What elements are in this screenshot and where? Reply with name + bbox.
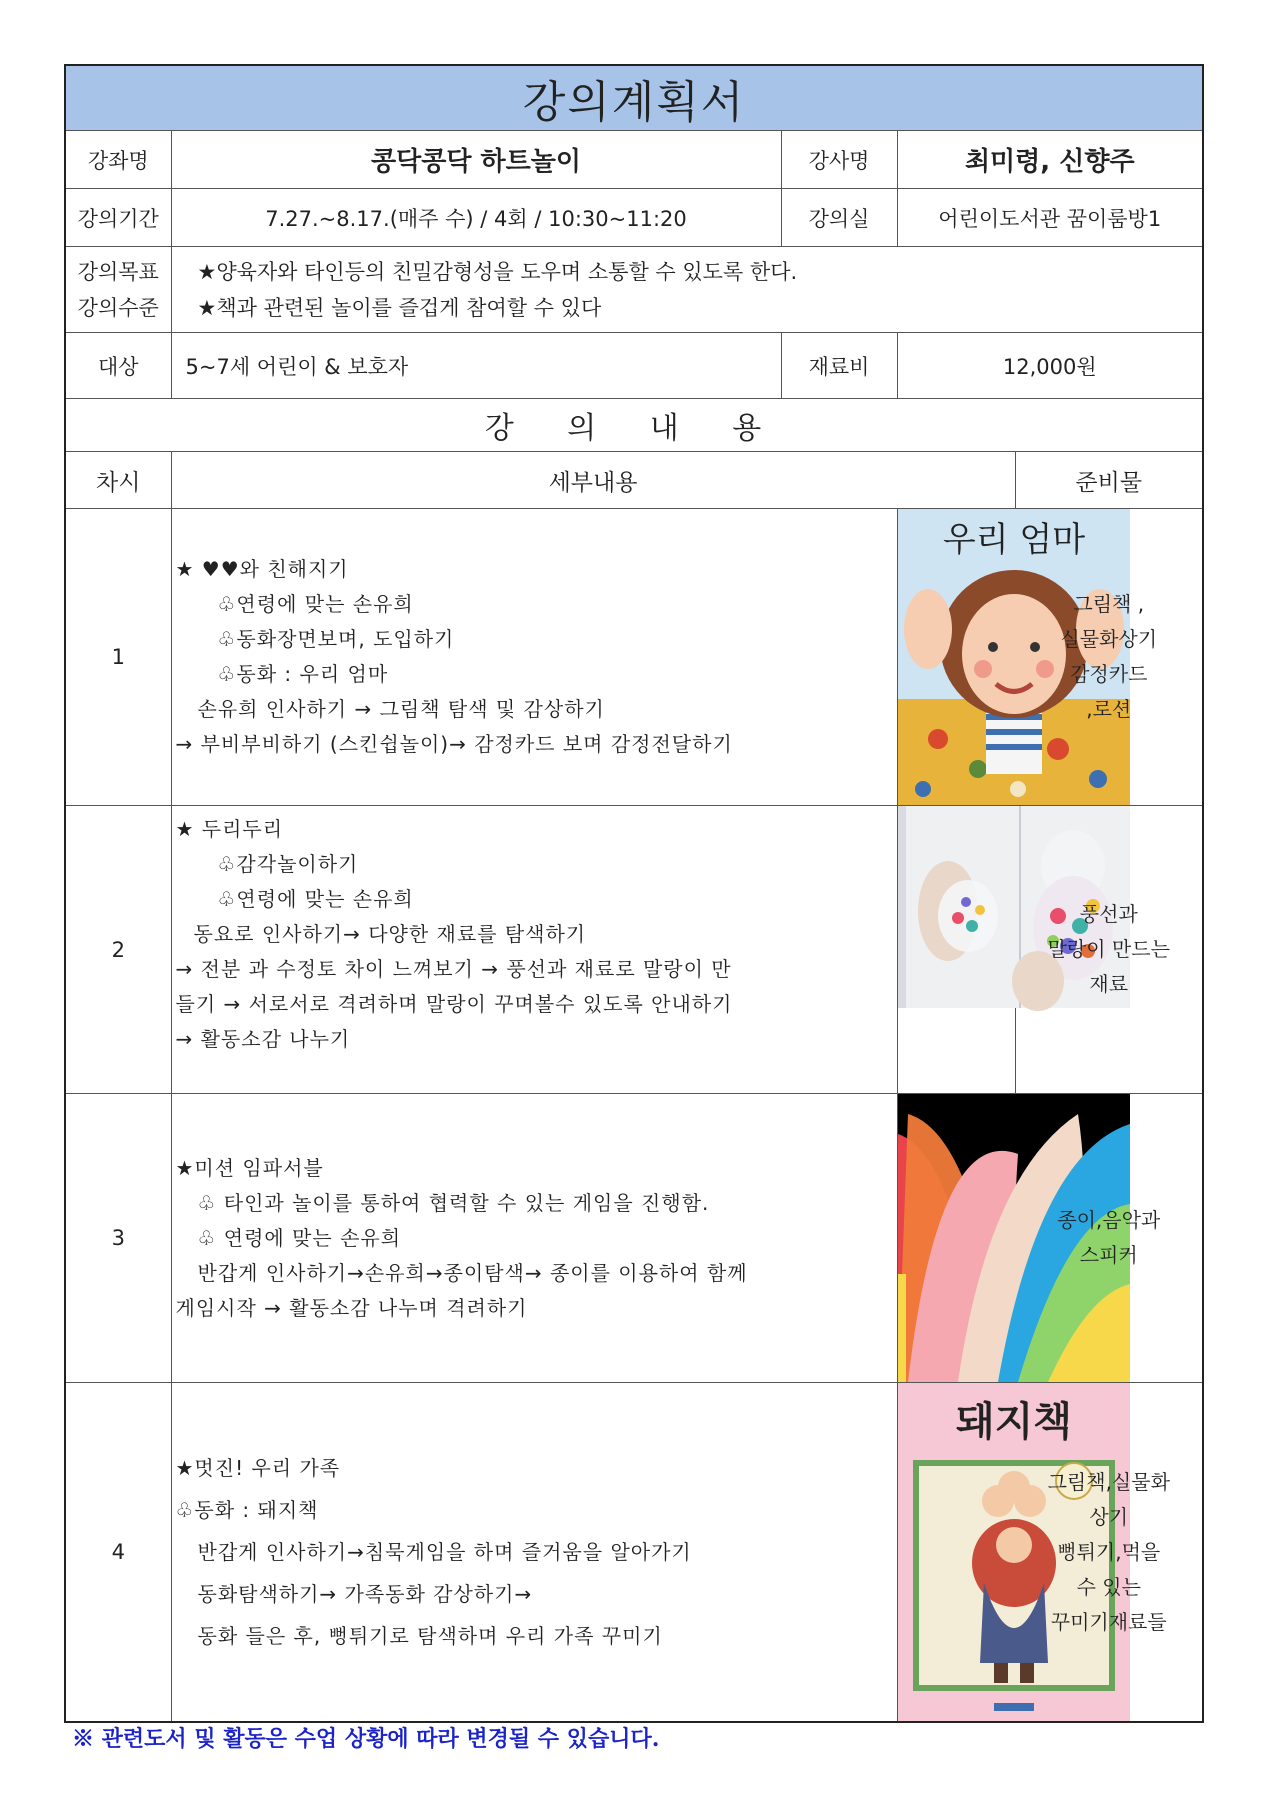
detail-line: ★ 두리두리 <box>175 817 284 841</box>
detail-line: → 전분 과 수정토 차이 느껴보기 → 풍선과 재료로 말랑이 만 <box>175 957 732 981</box>
detail-line: → 활동소감 나누기 <box>175 1027 351 1051</box>
prep-line: 말랑이 만드는 <box>1047 937 1170 961</box>
document-title: 강의계획서 <box>65 65 1203 131</box>
footnote: ※ 관련도서 및 활동은 수업 상황에 따라 변경될 수 있습니다. <box>72 1726 660 1752</box>
prep-line: 꾸미기재료들 <box>1050 1609 1167 1634</box>
session-detail <box>171 509 897 806</box>
prep-line: 상기 <box>1089 1504 1129 1529</box>
fee-label: 재료비 <box>781 333 897 399</box>
prep-line: 실물화상기 <box>1060 627 1158 651</box>
lecture-plan-table <box>64 64 1204 1723</box>
session-detail <box>171 1094 897 1383</box>
course-label: 강좌명 <box>65 131 171 189</box>
col-prep-header: 준비물 <box>1015 452 1203 509</box>
prep-line: 뻥튀기,먹을 <box>1057 1539 1161 1564</box>
detail-line: 들기 → 서로서로 격려하며 말랑이 꾸며볼수 있도록 안내하기 <box>175 992 733 1016</box>
prep-line: 스피커 <box>1079 1243 1138 1267</box>
period-value: 7.27.~8.17.(매주 수) / 4회 / 10:30~11:20 <box>171 189 781 247</box>
detail-line: 게임시작 → 활동소감 나누며 격려하기 <box>175 1295 528 1320</box>
detail-line: 반갑게 인사하기→침묵게임을 하며 즐거움을 알아가기 <box>197 1540 692 1564</box>
prep-line: 종이,음악과 <box>1057 1208 1161 1232</box>
room-value: 어린이도서관 꿈이룸방1 <box>897 189 1203 247</box>
detail-line: ♧감각놀이하기 <box>217 852 359 876</box>
detail-line: → 부비부비하기 (스킨쉽놀이)→ 감정카드 보며 감정전달하기 <box>175 732 733 756</box>
prep-line: 수 있는 <box>1076 1574 1141 1599</box>
detail-line: 손유희 인사하기 → 그림책 탐색 및 감상하기 <box>197 697 605 721</box>
session-row <box>65 806 1203 1094</box>
detail-line: 반갑게 인사하기→손유희→종이탐색→ 종이를 이용하여 함께 <box>197 1260 748 1285</box>
lecture-plan-document <box>64 64 1202 1723</box>
level-label: 강의수준 <box>77 295 159 320</box>
detail-line: ♧연령에 맞는 손유희 <box>217 887 414 911</box>
detail-line: ♧연령에 맞는 손유희 <box>217 592 414 616</box>
detail-line: ★ ♥♥와 친해지기 <box>175 557 349 581</box>
target-value: 5~7세 어린이 & 보호자 <box>171 333 781 399</box>
session-row <box>65 509 1203 806</box>
detail-line: ♧ 타인과 놀이를 통하여 협력할 수 있는 게임을 진행함. <box>197 1190 710 1215</box>
session-number: 4 <box>65 1383 171 1723</box>
detail-line: 동화탐색하기→ 가족동화 감상하기→ <box>197 1582 533 1606</box>
detail-line: ♧ 연령에 맞는 손유희 <box>197 1225 402 1250</box>
book-cover-piggybook <box>897 1383 1072 1723</box>
session-row <box>65 1383 1203 1723</box>
detail-line: 동요로 인사하기→ 다양한 재료를 탐색하기 <box>193 922 587 946</box>
prep-line: 그림책 , <box>1073 592 1145 616</box>
target-label: 대상 <box>65 333 171 399</box>
col-session-header: 차시 <box>65 452 171 509</box>
colored-paper-photo <box>897 1094 1015 1383</box>
instructor-value: 최미령, 신향주 <box>897 131 1203 189</box>
detail-line: ★미션 임파서블 <box>175 1155 324 1180</box>
goal-level-values <box>171 247 1203 333</box>
prep-line: 재료 <box>1089 972 1129 996</box>
col-detail-header: 세부내용 <box>171 452 1015 509</box>
session-row <box>65 1094 1203 1383</box>
prep-line: ,로션 <box>1086 697 1132 721</box>
room-label: 강의실 <box>781 189 897 247</box>
cover-title: 우리 엄마 <box>942 520 1085 560</box>
detail-line: ★멋진! 우리 가족 <box>175 1456 341 1480</box>
goal-value: ★양육자와 타인등의 친밀감형성을 도우며 소통할 수 있도록 한다. <box>197 259 798 284</box>
detail-line: ♧동화장면보며, 도입하기 <box>217 627 455 651</box>
detail-line: ♧동화 : 우리 엄마 <box>217 662 389 686</box>
session-detail <box>171 806 897 1094</box>
book-cover-our-mom <box>897 509 1085 806</box>
fee-value: 12,000원 <box>897 333 1203 399</box>
goal-label: 강의목표 <box>77 259 159 284</box>
period-label: 강의기간 <box>65 189 171 247</box>
prep-line: 감정카드 <box>1070 662 1148 686</box>
prep-line: 그림책,실물화 <box>1047 1469 1170 1494</box>
balloon-photo <box>897 806 1015 1094</box>
detail-line: 동화 들은 후, 뻥튀기로 탐색하며 우리 가족 꾸미기 <box>197 1624 663 1648</box>
session-number: 1 <box>65 509 171 806</box>
level-value: ★책과 관련된 놀이를 즐겁게 참여할 수 있다 <box>197 295 602 320</box>
session-number: 3 <box>65 1094 171 1383</box>
section-title: 강 의 내 용 <box>65 399 1203 452</box>
prep-line: 풍선과 <box>1079 902 1138 926</box>
session-number: 2 <box>65 806 171 1094</box>
goal-level-labels <box>65 247 171 333</box>
detail-line: ♧동화 : 돼지책 <box>175 1498 319 1522</box>
cover-title: 돼지책 <box>955 1399 1072 1445</box>
session-detail <box>171 1383 897 1723</box>
course-value: 콩닥콩닥 하트놀이 <box>171 131 781 189</box>
instructor-label: 강사명 <box>781 131 897 189</box>
